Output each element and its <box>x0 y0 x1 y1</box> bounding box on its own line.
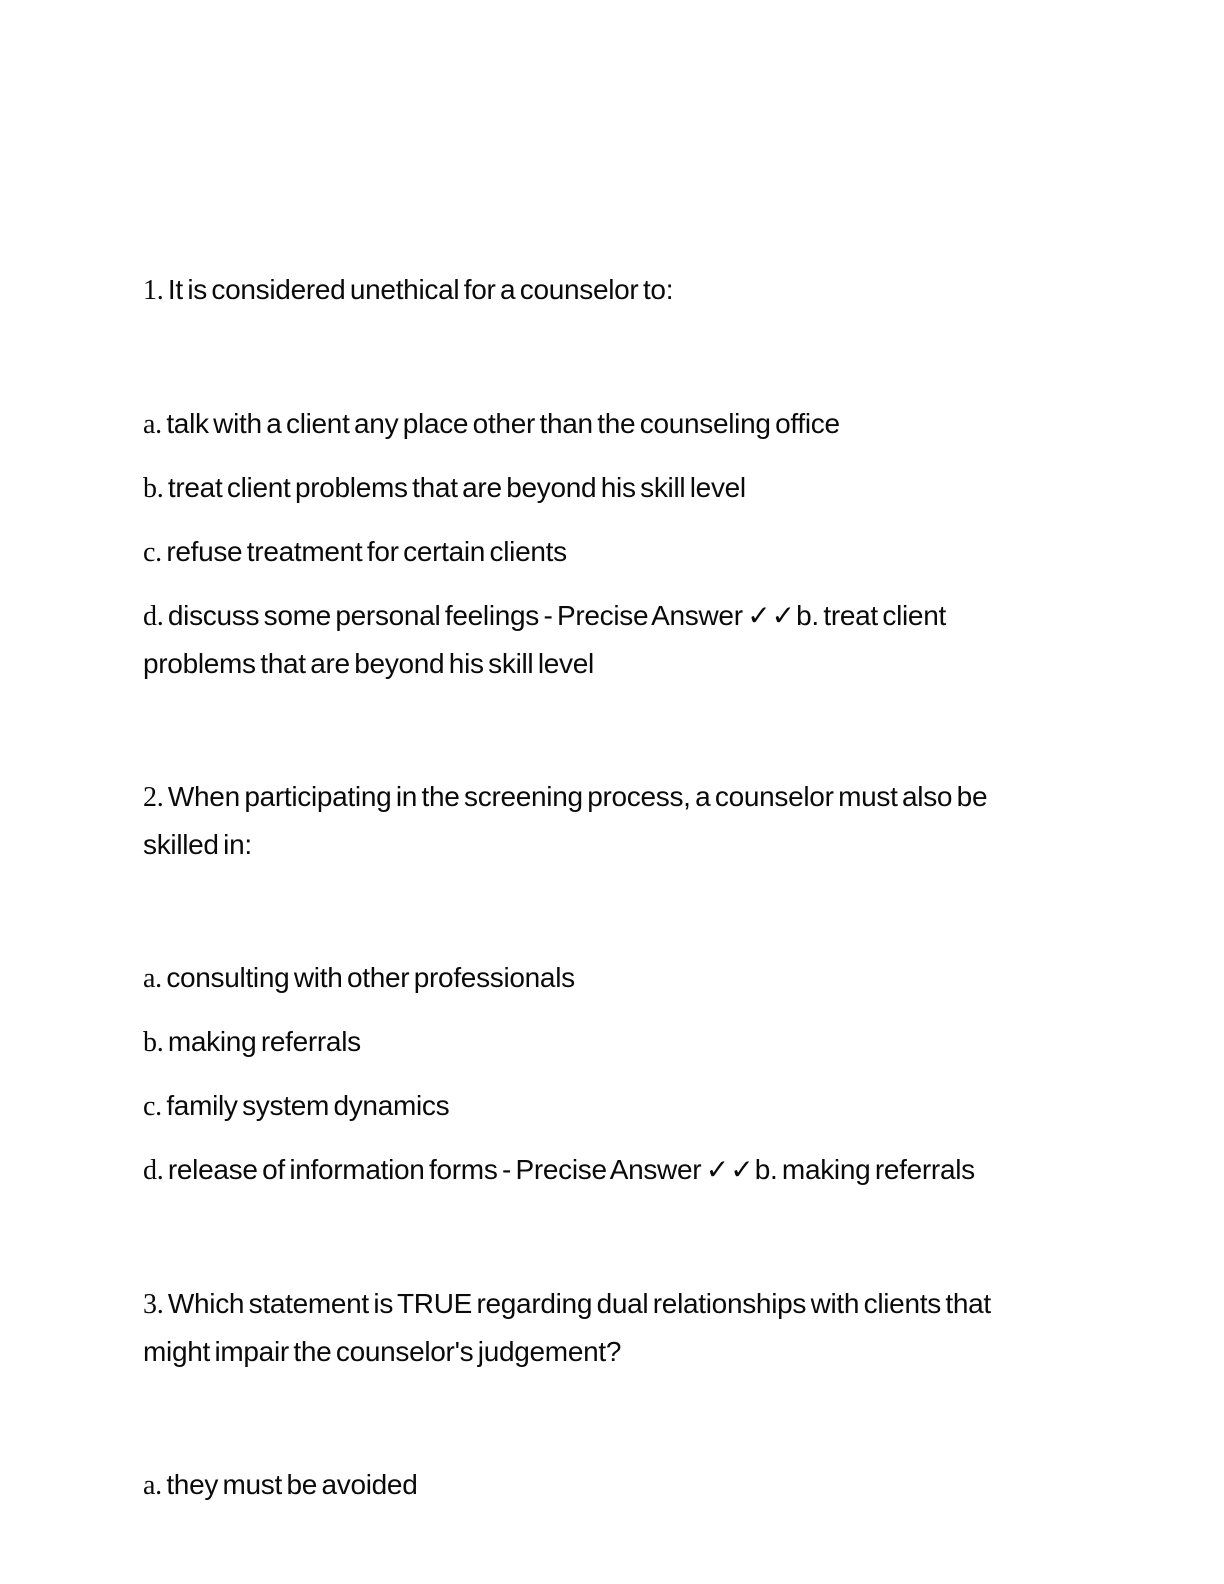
question-1-option-c <box>143 528 1043 576</box>
question-1-option-a <box>143 400 1043 448</box>
question-body: When participating in the screening process, a counselor must also be skilled in: <box>143 781 988 860</box>
double-checkmark-icon: ✓✓ <box>705 1153 755 1186</box>
option-marker: d. <box>143 1155 164 1186</box>
question-number: 2. <box>143 782 164 813</box>
double-checkmark-icon: ✓✓ <box>747 599 797 632</box>
option-text: talk with a client any place other than the counseling office <box>166 408 840 439</box>
question-number: 1. <box>143 275 164 306</box>
quiz-document-page <box>143 0 1043 1525</box>
question-3-text <box>143 1280 1043 1375</box>
question-1-option-d <box>143 592 1043 687</box>
option-marker: c. <box>143 537 162 568</box>
option-marker: a. <box>143 409 162 440</box>
answer-text: b. making referrals <box>754 1154 975 1185</box>
option-text: family system dynamics <box>166 1090 450 1121</box>
option-text: discuss some personal feelings - Precise Answer <box>167 600 743 631</box>
option-marker: a. <box>143 963 162 994</box>
option-marker: b. <box>143 1027 164 1058</box>
question-body: It is considered unethical for a counselor to: <box>167 274 674 305</box>
option-text: refuse treatment for certain clients <box>166 536 567 567</box>
answer-text: b. treat client problems that are beyond his skill level <box>143 600 946 679</box>
question-2-option-b <box>143 1018 1043 1066</box>
question-block-3 <box>143 1280 1043 1525</box>
question-2-option-d <box>143 1146 1043 1194</box>
option-text: treat client problems that are beyond his skill level <box>167 472 746 503</box>
option-text: release of information forms - Precise Answer <box>167 1154 702 1185</box>
question-2-option-c <box>143 1082 1043 1130</box>
question-1-text <box>143 266 1043 314</box>
question-2-option-a <box>143 954 1043 1002</box>
option-marker: a. <box>143 1470 162 1501</box>
option-text: they must be avoided <box>166 1469 418 1500</box>
question-block-1 <box>143 266 1043 703</box>
option-text: making referrals <box>167 1026 361 1057</box>
option-marker: c. <box>143 1091 162 1122</box>
question-1-option-b <box>143 464 1043 512</box>
option-text: consulting with other professionals <box>166 962 575 993</box>
option-marker: b. <box>143 473 164 504</box>
question-2-text <box>143 773 1043 868</box>
question-block-2 <box>143 773 1043 1210</box>
question-3-option-a <box>143 1461 1043 1509</box>
option-marker: d. <box>143 601 164 632</box>
question-number: 3. <box>143 1289 164 1320</box>
question-body: Which statement is TRUE regarding dual relationships with clients that might impair the counselor's judgement? <box>143 1288 991 1367</box>
